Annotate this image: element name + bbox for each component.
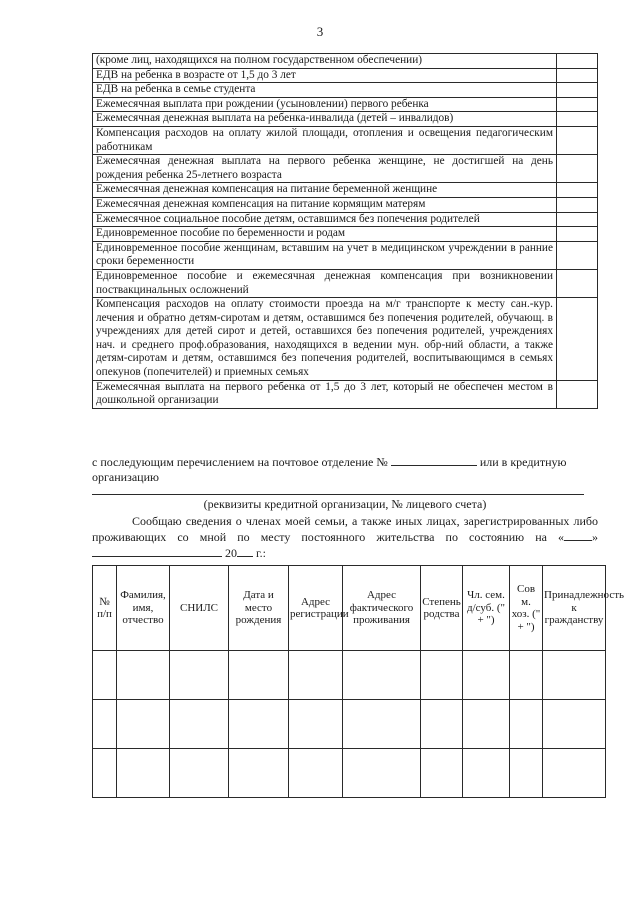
family-cell[interactable] [543,700,606,749]
family-header-cell: Адрес фактического проживания [343,566,421,651]
family-cell[interactable] [510,700,543,749]
family-header-cell: Сов м. хоз. (" + ") [510,566,543,651]
family-cell[interactable] [421,749,463,798]
credit-org-field[interactable] [92,494,584,495]
benefit-check-cell[interactable] [557,97,598,112]
benefit-label: ЕДВ на ребенка в возрасте от 1,5 до 3 лет [93,68,557,83]
family-cell[interactable] [289,700,343,749]
family-cell[interactable] [117,700,170,749]
family-cell[interactable] [170,651,229,700]
benefit-check-cell[interactable] [557,241,598,269]
benefit-row [93,54,598,69]
family-cell[interactable] [463,700,510,749]
benefit-row [93,227,598,242]
benefit-label: Ежемесячная выплата на первого ребенка от 1,5 до 3 лет, который не обеспечен местом в дошкольной организации [93,380,557,408]
family-cell[interactable] [510,749,543,798]
family-cell[interactable] [289,749,343,798]
family-row [93,749,606,798]
year-prefix: 20 [225,546,237,560]
benefit-check-cell[interactable] [557,298,598,381]
family-cell[interactable] [93,700,117,749]
family-cell[interactable] [343,700,421,749]
family-cell[interactable] [543,749,606,798]
benefit-row [93,298,598,381]
family-cell[interactable] [343,749,421,798]
family-header-cell: СНИЛС [170,566,229,651]
family-header-cell: Фамилия, имя, отчество [117,566,170,651]
benefit-label: Компенсация расходов на оплату стоимости проезда на м/г транспорте к месту сан.-кур. лечения и обратно детям-сиротам и детям, оставшимся без попечения родителей, обучающ. в учреждениях для детей сирот и детей, оставшихся без попечения родителей, учреждениях нач. и среднего проф.образования, находящихся в ведении мун. обр-ний области, а также детям-сиротам и детям, оставшимся без попечения родителей, воспитывающимся в семьях опекунов (попечителей) и приемных семьях [93,298,557,381]
family-header-cell: Чл. сем. д/суб. (" + ") [463,566,510,651]
family-cell[interactable] [170,700,229,749]
benefit-label: Ежемесячная выплата при рождении (усыновлении) первого ребенка [93,97,557,112]
benefit-row [93,126,598,154]
benefit-check-cell[interactable] [557,68,598,83]
benefit-check-cell[interactable] [557,83,598,98]
date-day-field[interactable] [564,529,592,541]
family-cell[interactable] [343,651,421,700]
benefit-label: Единовременное пособие женщинам, вставшим на учет в медицинском учреждении в ранние сроки беременности [93,241,557,269]
benefit-check-cell[interactable] [557,212,598,227]
benefits-table [92,53,598,409]
family-table [92,565,625,798]
benefit-check-cell[interactable] [557,183,598,198]
transfer-text-b: или в кредитную организацию [92,455,567,484]
benefit-label: Единовременное пособие и ежемесячная денежная компенсация при возникновении поствакцинальных осложнений [93,269,557,297]
benefit-label: Ежемесячная денежная компенсация на питание кормящим матерям [93,197,557,212]
family-header-cell: Адрес регистрации [289,566,343,651]
benefit-label: Ежемесячное социальное пособие детям, оставшимся без попечения родителей [93,212,557,227]
date-month-field[interactable] [92,545,222,557]
benefit-label: Ежемесячная денежная выплата на ребенка-инвалида (детей – инвалидов) [93,112,557,127]
benefit-check-cell[interactable] [557,126,598,154]
family-cell[interactable] [229,651,289,700]
benefit-label: Компенсация расходов на оплату жилой площади, отопления и освещения педагогическим работникам [93,126,557,154]
benefit-row [93,112,598,127]
family-info-paragraph [92,514,598,561]
family-cell[interactable] [510,651,543,700]
credit-org-caption: (реквизиты кредитной организации, № лицевого счета) [203,497,487,511]
transfer-text [92,454,598,485]
benefit-label: (кроме лиц, находящихся на полном государственном обеспечении) [93,54,557,69]
benefit-row [93,197,598,212]
family-cell[interactable] [229,700,289,749]
family-cell[interactable] [463,651,510,700]
benefit-row [93,155,598,183]
family-info-text: Сообщаю сведения о членах моей семьи, а также иных лицах, зарегистрированных либо проживающих со мной по месту постоянного жительства по состоянию на [92,514,598,544]
benefit-check-cell[interactable] [557,197,598,212]
quote-open: « [558,530,564,544]
benefit-row [93,83,598,98]
year-suffix: г.: [256,546,266,560]
benefit-row [93,68,598,83]
benefit-check-cell[interactable] [557,269,598,297]
transfer-text-a: с последующим перечислением на почтовое отделение № [92,455,388,469]
family-cell[interactable] [289,651,343,700]
family-cell[interactable] [463,749,510,798]
family-row [93,651,606,700]
quote-close: » [592,530,598,544]
benefit-label: ЕДВ на ребенка в семье студента [93,83,557,98]
benefit-check-cell[interactable] [557,54,598,69]
benefit-label: Единовременное пособие по беременности и родам [93,227,557,242]
date-year-field[interactable] [237,545,253,557]
benefit-row [93,97,598,112]
family-cell[interactable] [421,700,463,749]
family-cell[interactable] [421,651,463,700]
benefit-check-cell[interactable] [557,155,598,183]
benefit-row [93,212,598,227]
family-cell[interactable] [543,651,606,700]
benefit-row [93,380,598,408]
benefit-row [93,241,598,269]
family-header-cell: Степень родства [421,566,463,651]
family-row [93,700,606,749]
benefit-check-cell[interactable] [557,227,598,242]
family-header-cell: Принадлежность к гражданству [543,566,606,651]
post-office-field[interactable] [391,454,477,466]
family-header-cell: № п/п [93,566,117,651]
benefit-check-cell[interactable] [557,112,598,127]
family-header-cell: Дата и место рождения [229,566,289,651]
benefit-label: Ежемесячная денежная компенсация на питание беременной женщине [93,183,557,198]
family-cell[interactable] [170,749,229,798]
benefit-check-cell[interactable] [557,380,598,408]
benefit-row [93,183,598,198]
family-cell[interactable] [117,651,170,700]
family-cell[interactable] [117,749,170,798]
family-cell[interactable] [229,749,289,798]
page-number: 3 [316,24,324,39]
family-cell[interactable] [93,749,117,798]
benefit-label: Ежемесячная денежная выплата на первого ребенка женщине, не достигшей на день рождения ребенка 25-летнего возраста [93,155,557,183]
family-cell[interactable] [93,651,117,700]
benefit-row [93,269,598,297]
